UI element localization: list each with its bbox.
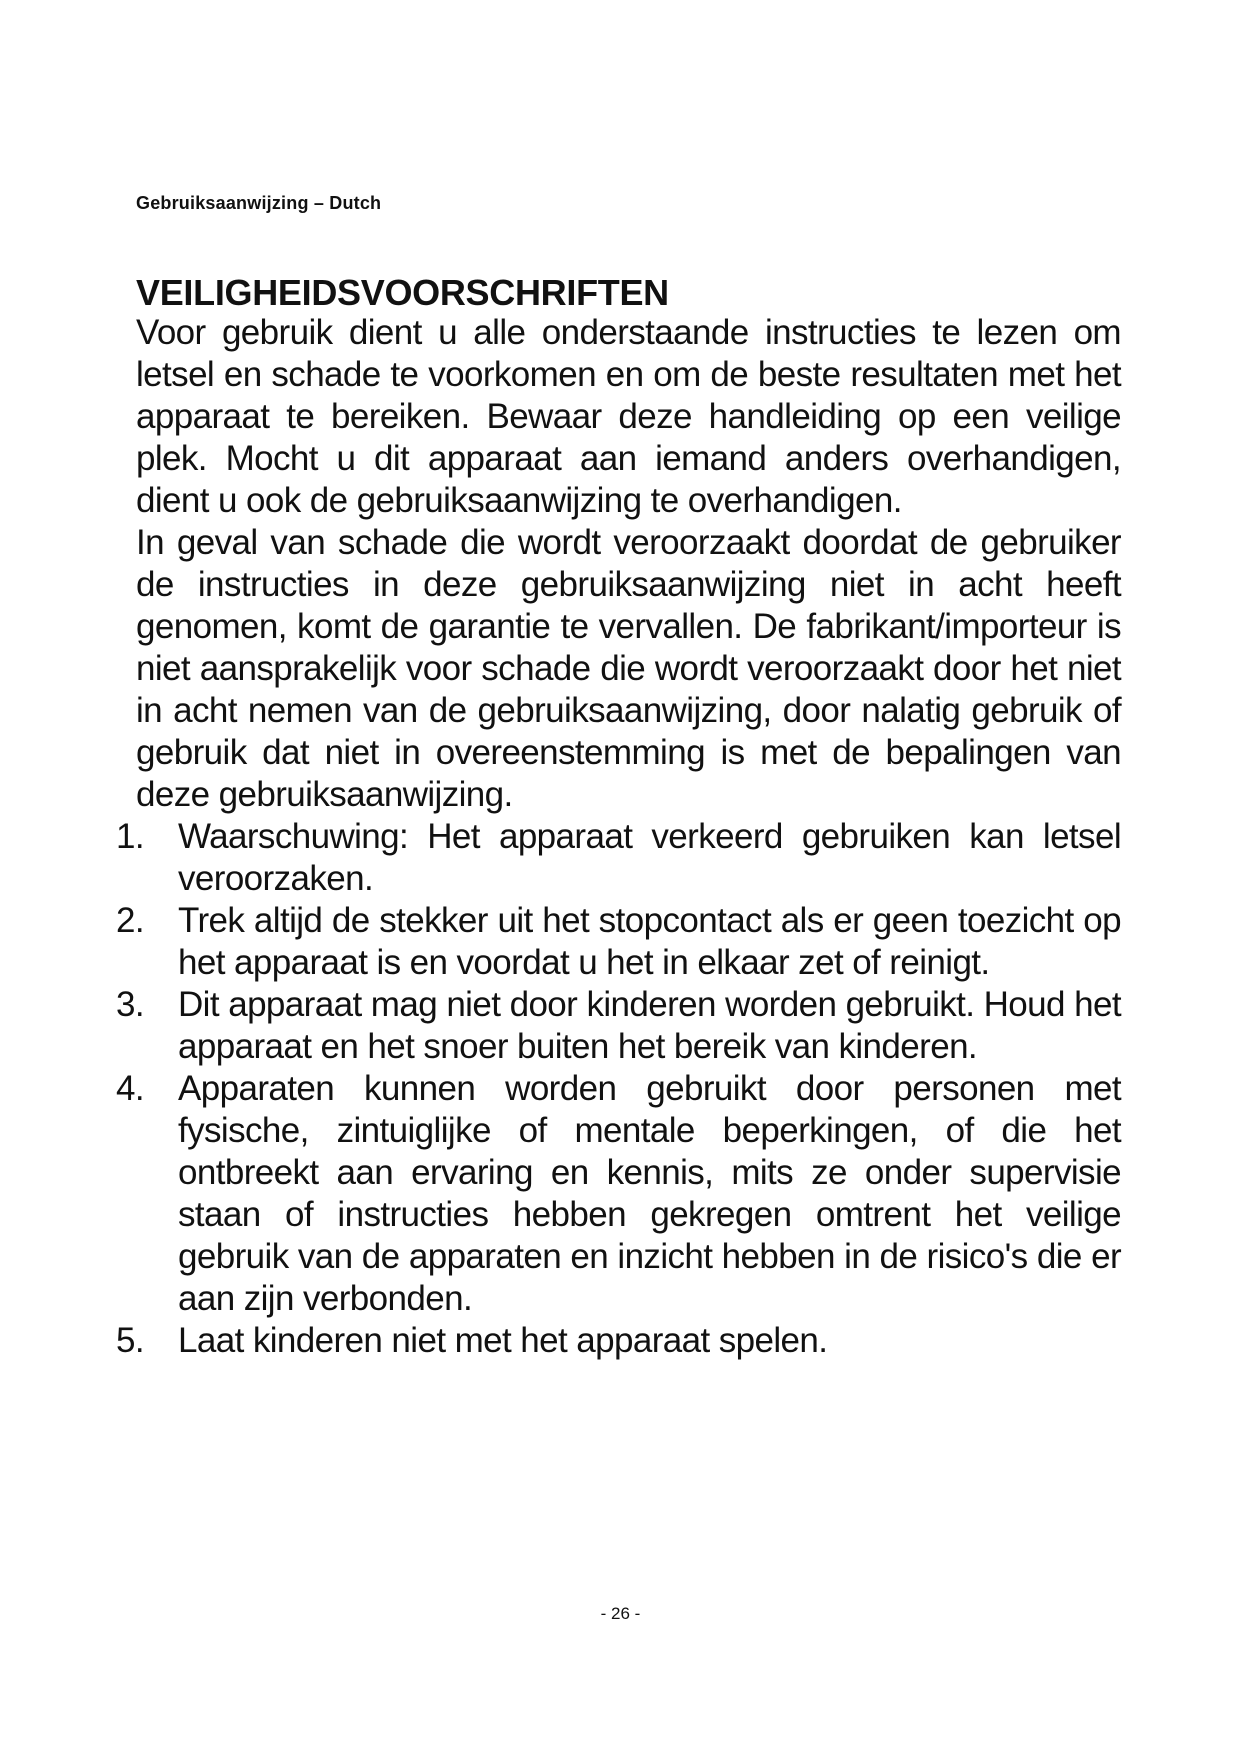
list-item bbox=[116, 900, 1121, 984]
liability-paragraph: In geval van schade die wordt veroorzaakt doordat de gebruiker de instructies in deze gebruiksaanwijzing niet in acht heeft genomen, komt de garantie te vervallen. De fabrikant/importeur is niet aansprakelijk voor schade die wordt veroorzaakt door het niet in acht nemen van de gebruiksaanwijzing, door nalatig gebruik of gebruik dat niet in overeenstemming is met de bepalingen van deze gebruiksaanwijzing. bbox=[136, 523, 1121, 814]
list-item bbox=[116, 816, 1121, 900]
list-item bbox=[116, 984, 1121, 1068]
list-item-number: 5. bbox=[116, 1321, 144, 1360]
list-item-text: Laat kinderen niet met het apparaat spelen. bbox=[178, 1321, 828, 1360]
list-item bbox=[116, 1068, 1121, 1320]
document-header: Gebruiksaanwijzing – Dutch bbox=[136, 193, 382, 213]
list-item-number: 4. bbox=[116, 1069, 144, 1108]
list-item-number: 3. bbox=[116, 985, 144, 1024]
list-item-text: Apparaten kunnen worden gebruikt door personen met fysische, zintuiglijke of mentale beperkingen, of die het ontbreekt aan ervaring en kennis, mits ze onder supervisie staan of instructies hebben gekregen omtrent het veilige gebruik van de apparaten en inzicht hebben in de risico's die er aan zijn verbonden. bbox=[178, 1069, 1121, 1318]
list-item-text: Dit apparaat mag niet door kinderen worden gebruikt. Houd het apparaat en het snoer buiten het bereik van kinderen. bbox=[178, 985, 1121, 1066]
list-item-text: Waarschuwing: Het apparaat verkeerd gebruiken kan letsel veroorzaken. bbox=[178, 817, 1121, 898]
intro-paragraph: Voor gebruik dient u alle onderstaande instructies te lezen om letsel en schade te voorkomen en om de beste resultaten met het apparaat te bereiken. Bewaar deze handleiding op een veilige plek. Mocht u dit apparaat aan iemand anders overhandigen, dient u ook de gebruiksaanwijzing te overhandigen. bbox=[136, 313, 1121, 520]
list-item-number: 2. bbox=[116, 901, 144, 940]
section-title: VEILIGHEIDSVOORSCHRIFTEN bbox=[136, 272, 669, 313]
list-item-number: 1. bbox=[116, 817, 144, 856]
safety-section bbox=[116, 270, 1121, 1362]
list-item-text: Trek altijd de stekker uit het stopcontact als er geen toezicht op het apparaat is en voordat u het in elkaar zet of reinigt. bbox=[178, 901, 1121, 982]
safety-instructions-list bbox=[116, 816, 1121, 1362]
page-number: - 26 - bbox=[600, 1604, 641, 1623]
list-item bbox=[116, 1320, 1121, 1362]
